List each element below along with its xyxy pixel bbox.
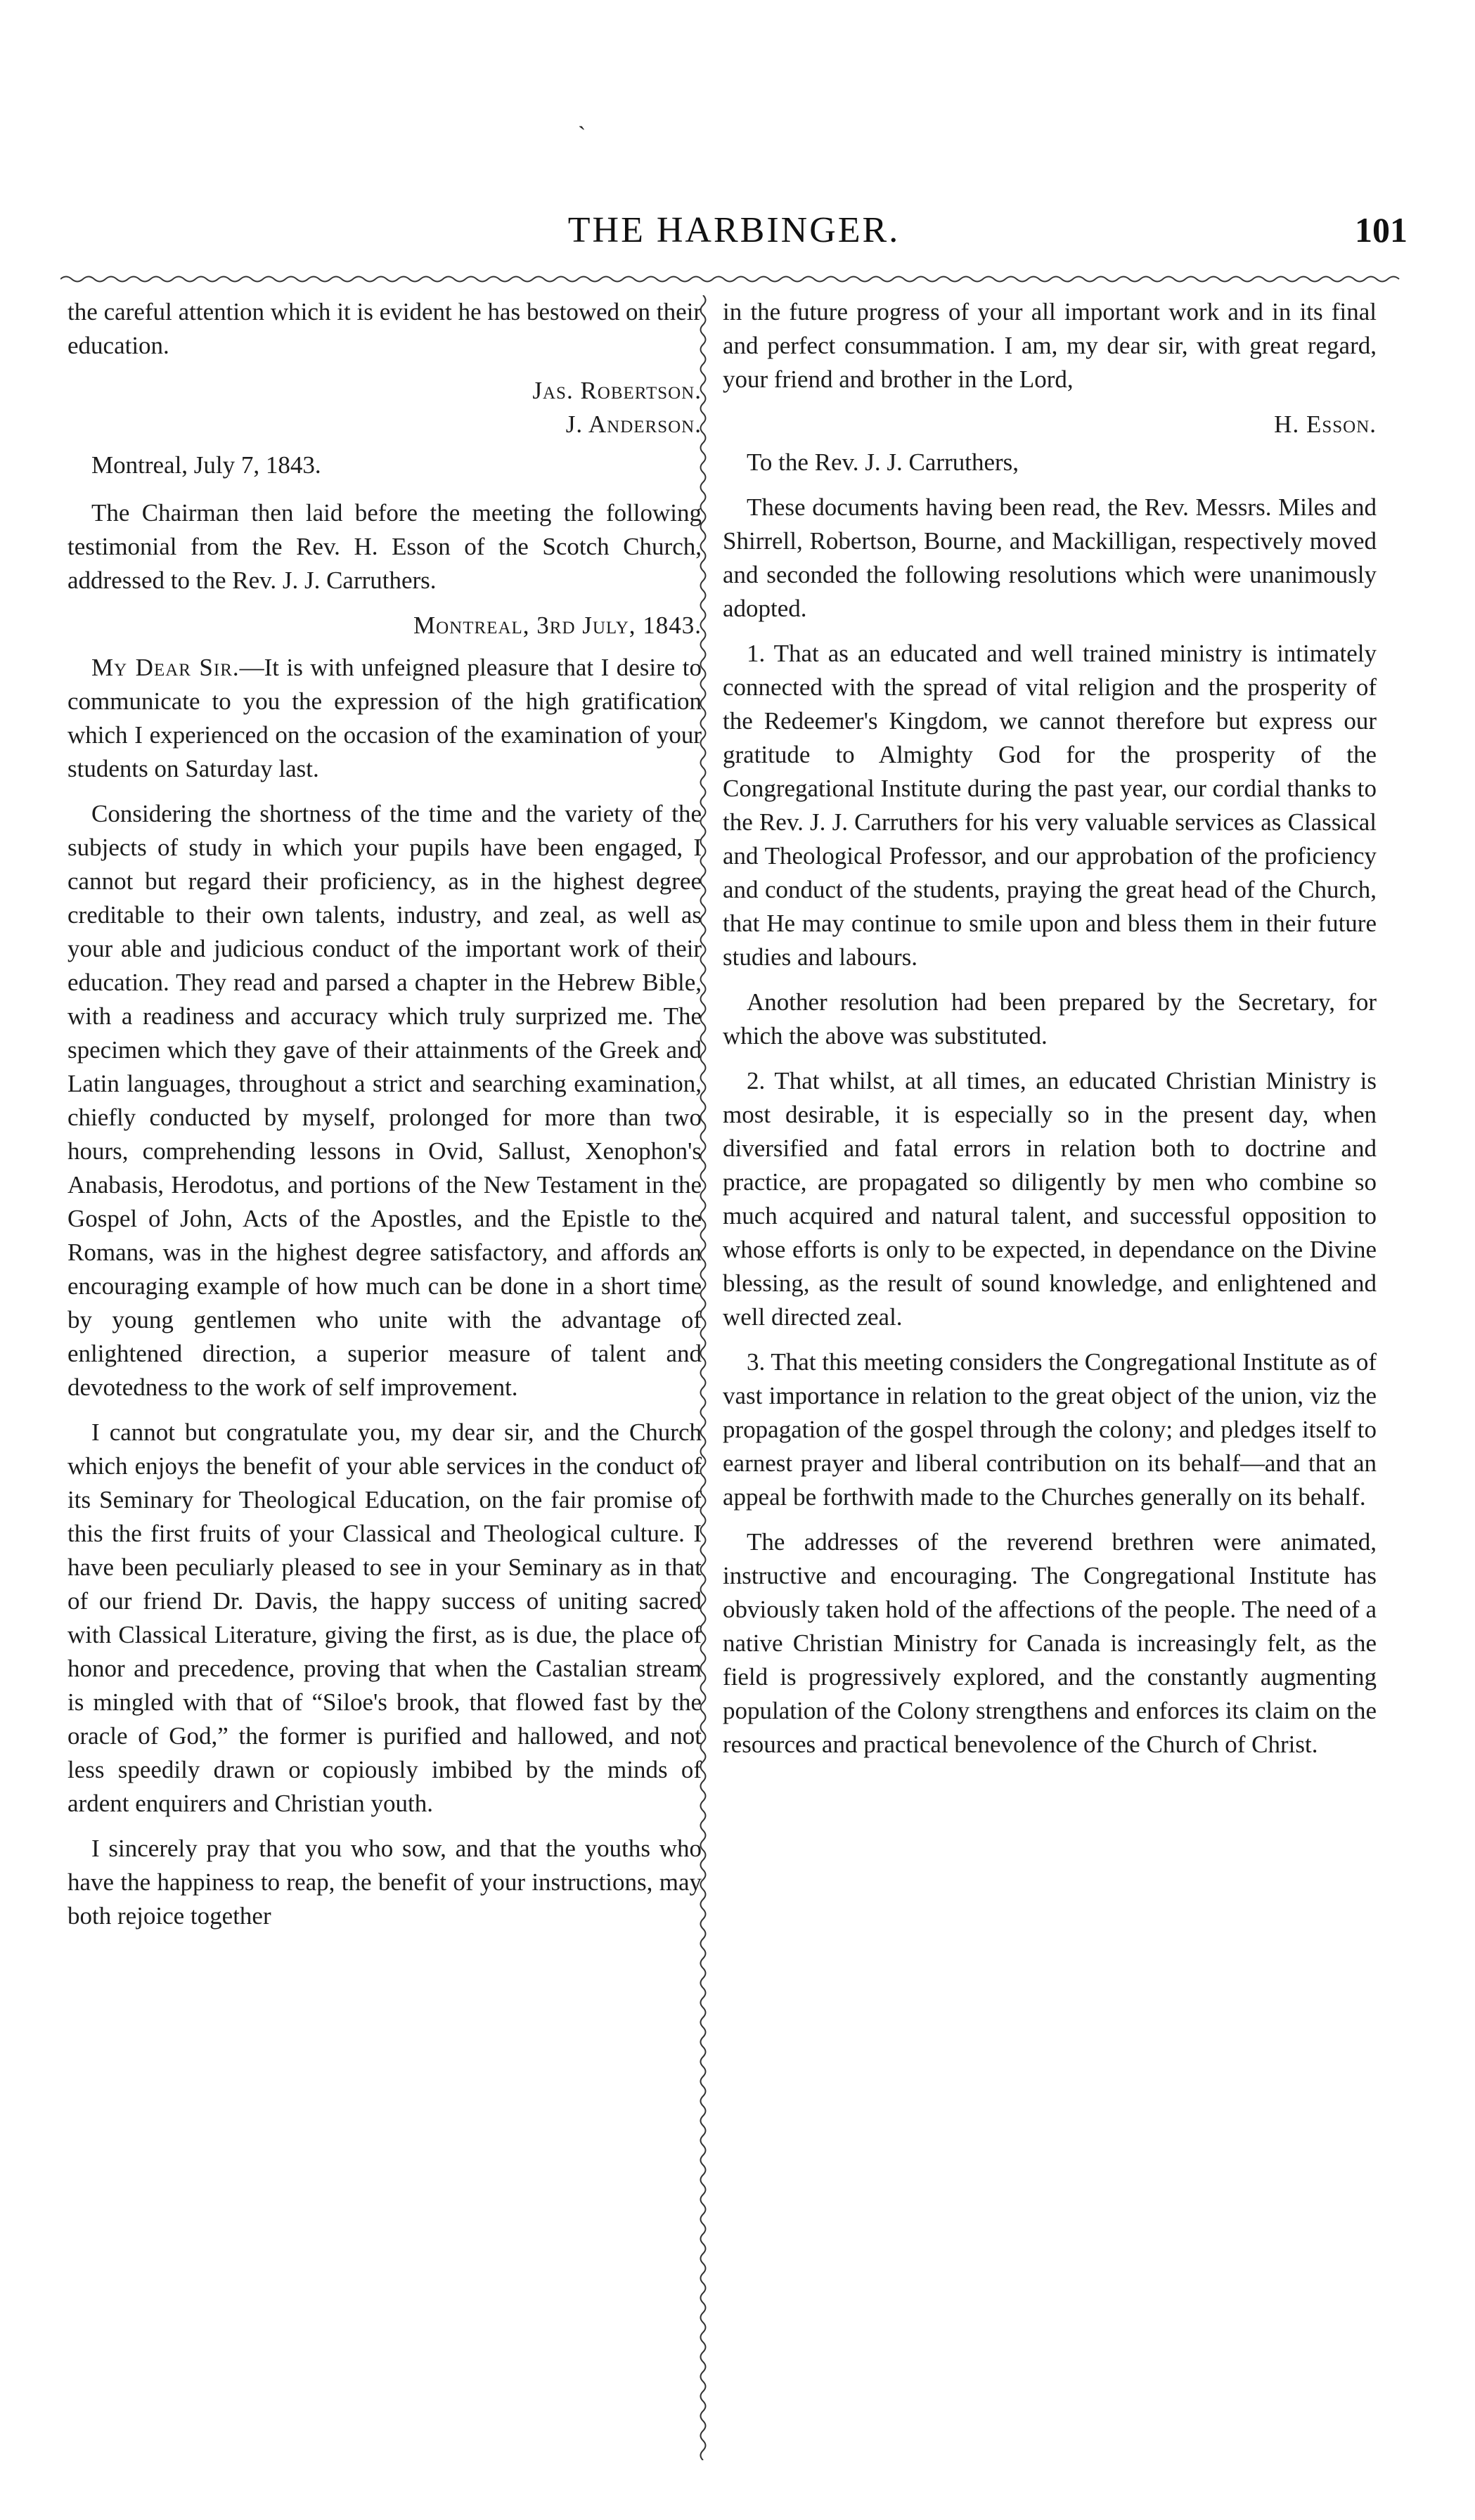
- signature-esson-text: H. Esson.: [1274, 411, 1377, 438]
- left-paragraph-5: I cannot but congratulate you, my dear sir, and the Church which enjoys the benefit of your able services in the conduct of its Seminary for Theological Education, on the fair promise of this the first fruits of your Classical and Theological culture. I have been peculiarly pleased to see in your Seminary as in that of our friend Dr. Davis, the happy success of uniting sacred with Classical Literature, giving the first, as is due, the place of honor and precedence, proving that when the Castalian stream is mingled with that of “Siloe's brook, that flowed fast by the oracle of God,” the former is purified and hallowed, and not less speedily drawn or copiously imbibed by the minds of ardent enquirers and Christian youth.: [67, 1419, 702, 1817]
- resolution-3: 3. That this meeting considers the Congregational Institute as of vast importance in relation to the great object of the union, viz the propagation of the gospel through the colony; and pledges itself to earnest prayer and liberal contribution on its behalf—and that an appeal be forthwith made to the Churches generally on its behalf.: [723, 1348, 1377, 1511]
- letter-dateline: [67, 609, 702, 642]
- running-header: [60, 209, 1408, 266]
- header-wavy-rule: [60, 274, 1408, 284]
- signature-robertson: [67, 374, 702, 408]
- letter-salutation: My Dear Sir.: [91, 654, 240, 681]
- running-title: THE HARBINGER.: [567, 210, 901, 250]
- column-divider: [693, 295, 714, 2460]
- left-paragraph-4: Considering the shortness of the time and the variety of the subjects of study in which your pupils have been engaged, I cannot but regard their proficiency, as in the highest degree creditable to their own talents, industry, and zeal, as well as your able and judicious conduct of the important work of their education. They read and parsed a chapter in the Hebrew Bible, with a readiness and accuracy which truly surprized me. The specimen which they gave of their attainments of the Greek and Latin languages, throughout a strict and searching examination, chiefly conducted by myself, prolonged for more than two hours, comprehending lessons in Ovid, Sallust, Xenophon's Anabasis, Herodotus, and portions of the New Testament in the Gospel of John, Acts of the Apostles, and the Epistle to the Romans, was in the highest degree satisfactory, and affords an encouraging example of how much can be done in a short time by young gentlemen who unite with the advantage of enlightened direction, a superior measure of talent and devotedness to the work of self improvement.: [67, 800, 702, 1401]
- left-paragraph-3-text: —It is with unfeigned pleasure that I desire to communicate to you the expression of the high gratification which I experienced on the occasion of the examination of your students on Saturday last.: [67, 654, 702, 782]
- resolution-2: 2. That whilst, at all times, an educated Christian Ministry is most desirable, it is especially so in the present day, when diversified and fatal errors in relation both to doctrine and practice, are propagated so diligently by men who combine so much acquired and natural talent, and successful opposition to whose efforts is only to be expected, in dependance on the Divine blessing, as the result of sound knowledge, and enlightened and well directed zeal.: [723, 1067, 1377, 1331]
- signature-esson: [723, 408, 1377, 441]
- date-montreal: Montreal, July 7, 1843.: [91, 451, 321, 479]
- page-number: 101: [1355, 210, 1408, 250]
- printer-mark: ˎ: [578, 104, 586, 130]
- right-paragraph-2: These documents having been read, the Rev. Messrs. Miles and Shirrell, Robertson, Bourne, and Mackilligan, respectively moved and seconded the following resolutions which were unanimously adopted.: [723, 493, 1377, 622]
- left-column: [67, 295, 702, 1944]
- left-paragraph-2: The Chairman then laid before the meeting the following testimonial from the Rev. H. Esson of the Scotch Church, addressed to the Rev. J. J. Carruthers.: [67, 499, 702, 594]
- right-paragraph-1: in the future progress of your all important work and in its final and perfect consummation. I am, my dear sir, with great regard, your friend and brother in the Lord,: [723, 298, 1377, 393]
- resolution-1: 1. That as an educated and well trained ministry is intimately connected with the spread of vital religion and the prosperity of the Redeemer's Kingdom, we cannot therefore but express our gratitude to Almighty God for the prosperity of the Congregational Institute during the past year, our cordial thanks to the Rev. J. J. Carruthers for his very valuable services as Classical and Theological Professor, and our approbation of the proficiency and conduct of the students, praying the great head of the Church, that He may continue to smile upon and bless them in their future studies and labours.: [723, 640, 1377, 971]
- left-paragraph-6: I sincerely pray that you who sow, and that the youths who have the happiness to reap, the benefit of your instructions, may both rejoice together: [67, 1835, 702, 1930]
- right-column: [723, 295, 1377, 1773]
- signature-anderson: [67, 408, 702, 441]
- letter-address: To the Rev. J. J. Carruthers,: [747, 448, 1019, 476]
- right-paragraph-3: Another resolution had been prepared by the Secretary, for which the above was substituted.: [723, 988, 1377, 1049]
- left-paragraph-1: the careful attention which it is evident he has bestowed on their education.: [67, 298, 702, 359]
- letter-dateline-text: Montreal, 3rd July, 1843.: [413, 612, 702, 639]
- signature-anderson-text: J. Anderson.: [565, 411, 702, 438]
- right-paragraph-4: The addresses of the reverend brethren were animated, instructive and encouraging. The Congregational Institute has obviously taken hold of the affections of the people. The need of a native Christian Ministry for Canada is increasingly felt, as the field is progressively explored, and the constantly augmenting population of the Colony strengthens and enforces its claim on the resources and practical benevolence of the Church of Christ.: [723, 1528, 1377, 1758]
- left-paragraph-3: [67, 651, 702, 786]
- signature-robertson-text: Jas. Robertson.: [532, 377, 702, 404]
